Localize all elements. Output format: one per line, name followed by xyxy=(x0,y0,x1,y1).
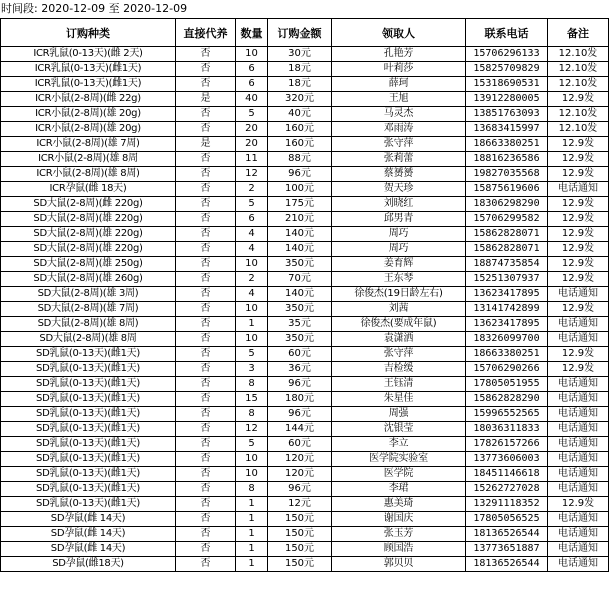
amount-cell: 60元 xyxy=(268,347,332,362)
recipient-cell: 王旭 xyxy=(332,92,466,107)
quantity-cell: 12 xyxy=(236,167,268,182)
recipient-cell: 张莉蕾 xyxy=(332,152,466,167)
direct-care-cell: 否 xyxy=(176,272,236,287)
direct-care-cell: 否 xyxy=(176,122,236,137)
amount-cell: 120元 xyxy=(268,467,332,482)
direct-care-cell: 否 xyxy=(176,512,236,527)
quantity-cell: 10 xyxy=(236,257,268,272)
phone-cell: 13141742899 xyxy=(466,302,548,317)
recipient-cell: 张守萍 xyxy=(332,137,466,152)
phone-cell: 18136526544 xyxy=(466,527,548,542)
column-header-phone: 联系电话 xyxy=(466,19,548,47)
product-cell: SD大鼠(2-8周)(雄 3周) xyxy=(1,287,176,302)
quantity-cell: 10 xyxy=(236,467,268,482)
note-cell: 电话通知 xyxy=(548,512,609,527)
phone-cell: 15706290266 xyxy=(466,362,548,377)
quantity-cell: 8 xyxy=(236,377,268,392)
table-row xyxy=(1,467,609,482)
recipient-cell: 周巧 xyxy=(332,227,466,242)
note-cell: 电话通知 xyxy=(548,287,609,302)
phone-cell: 15862828290 xyxy=(466,392,548,407)
note-cell: 12.10发 xyxy=(548,47,609,62)
product-cell: SD乳鼠(0-13天)(雌1天) xyxy=(1,482,176,497)
quantity-cell: 3 xyxy=(236,362,268,377)
recipient-cell: 邱男青 xyxy=(332,212,466,227)
note-cell: 电话通知 xyxy=(548,332,609,347)
recipient-cell: 孔艳芳 xyxy=(332,47,466,62)
note-cell: 12.9发 xyxy=(548,152,609,167)
quantity-cell: 15 xyxy=(236,392,268,407)
product-cell: ICR乳鼠(0-13天)(雌1天) xyxy=(1,62,176,77)
product-cell: ICR乳鼠(0-13天)(雌 2天) xyxy=(1,47,176,62)
note-cell: 电话通知 xyxy=(548,377,609,392)
amount-cell: 120元 xyxy=(268,452,332,467)
note-cell: 电话通知 xyxy=(548,542,609,557)
direct-care-cell: 否 xyxy=(176,422,236,437)
recipient-cell: 李珺 xyxy=(332,482,466,497)
amount-cell: 160元 xyxy=(268,122,332,137)
table-row xyxy=(1,212,609,227)
product-cell: SD大鼠(2-8周)(雄 220g) xyxy=(1,212,176,227)
amount-cell: 96元 xyxy=(268,482,332,497)
product-cell: SD孕鼠(雌 14天) xyxy=(1,542,176,557)
date-range-header xyxy=(0,0,609,18)
phone-cell: 13291118352 xyxy=(466,497,548,512)
quantity-cell: 5 xyxy=(236,197,268,212)
amount-cell: 144元 xyxy=(268,422,332,437)
direct-care-cell: 否 xyxy=(176,62,236,77)
amount-cell: 140元 xyxy=(268,227,332,242)
quantity-cell: 6 xyxy=(236,62,268,77)
recipient-cell: 刘茜 xyxy=(332,302,466,317)
phone-cell: 18306298290 xyxy=(466,197,548,212)
table-header xyxy=(1,19,609,47)
amount-cell: 150元 xyxy=(268,557,332,572)
period-start-date: 2020-12-09 xyxy=(41,2,106,15)
table-row xyxy=(1,497,609,512)
recipient-cell: 薛珂 xyxy=(332,77,466,92)
note-cell: 电话通知 xyxy=(548,407,609,422)
amount-cell: 150元 xyxy=(268,512,332,527)
product-cell: SD大鼠(2-8周)(雄 260g) xyxy=(1,272,176,287)
quantity-cell: 8 xyxy=(236,482,268,497)
quantity-cell: 5 xyxy=(236,347,268,362)
note-cell: 电话通知 xyxy=(548,392,609,407)
amount-cell: 36元 xyxy=(268,362,332,377)
recipient-cell: 张玉芳 xyxy=(332,527,466,542)
table-row xyxy=(1,527,609,542)
period-label: 时间段: xyxy=(1,2,38,15)
direct-care-cell: 是 xyxy=(176,92,236,107)
direct-care-cell: 否 xyxy=(176,227,236,242)
phone-cell: 17805056525 xyxy=(466,512,548,527)
recipient-cell: 顾国浩 xyxy=(332,542,466,557)
direct-care-cell: 否 xyxy=(176,542,236,557)
note-cell: 电话通知 xyxy=(548,482,609,497)
phone-cell: 13623417895 xyxy=(466,287,548,302)
amount-cell: 350元 xyxy=(268,332,332,347)
table-row xyxy=(1,242,609,257)
amount-cell: 350元 xyxy=(268,257,332,272)
table-row xyxy=(1,47,609,62)
orders-table xyxy=(0,18,609,572)
product-cell: SD孕鼠(雌18天) xyxy=(1,557,176,572)
note-cell: 电话通知 xyxy=(548,182,609,197)
direct-care-cell: 否 xyxy=(176,557,236,572)
amount-cell: 140元 xyxy=(268,287,332,302)
phone-cell: 15862828071 xyxy=(466,242,548,257)
direct-care-cell: 否 xyxy=(176,482,236,497)
note-cell: 电话通知 xyxy=(548,437,609,452)
product-cell: ICR孕鼠(雌 18天) xyxy=(1,182,176,197)
note-cell: 12.9发 xyxy=(548,167,609,182)
quantity-cell: 1 xyxy=(236,557,268,572)
recipient-cell: 周强 xyxy=(332,407,466,422)
amount-cell: 70元 xyxy=(268,272,332,287)
amount-cell: 88元 xyxy=(268,152,332,167)
phone-cell: 18816236586 xyxy=(466,152,548,167)
recipient-cell: 叶莉莎 xyxy=(332,62,466,77)
phone-cell: 13683415997 xyxy=(466,122,548,137)
note-cell: 电话通知 xyxy=(548,467,609,482)
phone-cell: 15825709829 xyxy=(466,62,548,77)
quantity-cell: 1 xyxy=(236,317,268,332)
phone-cell: 15706299582 xyxy=(466,212,548,227)
direct-care-cell: 否 xyxy=(176,452,236,467)
amount-cell: 100元 xyxy=(268,182,332,197)
amount-cell: 12元 xyxy=(268,497,332,512)
phone-cell: 15251307937 xyxy=(466,272,548,287)
phone-cell: 18663380251 xyxy=(466,137,548,152)
column-header-direct-care: 直接代养 xyxy=(176,19,236,47)
note-cell: 12.10发 xyxy=(548,107,609,122)
table-row xyxy=(1,332,609,347)
table-row xyxy=(1,422,609,437)
phone-cell: 18874735854 xyxy=(466,257,548,272)
direct-care-cell: 否 xyxy=(176,332,236,347)
recipient-cell: 袁潇洒 xyxy=(332,332,466,347)
note-cell: 12.9发 xyxy=(548,212,609,227)
quantity-cell: 20 xyxy=(236,122,268,137)
product-cell: SD大鼠(2-8周)(雄 7周) xyxy=(1,302,176,317)
direct-care-cell: 否 xyxy=(176,437,236,452)
table-row xyxy=(1,317,609,332)
product-cell: SD大鼠(2-8周)(雄 8周 xyxy=(1,332,176,347)
quantity-cell: 10 xyxy=(236,47,268,62)
amount-cell: 160元 xyxy=(268,137,332,152)
period-end-date: 2020-12-09 xyxy=(123,2,188,15)
product-cell: ICR小鼠(2-8周)(雄 8周) xyxy=(1,167,176,182)
note-cell: 12.10发 xyxy=(548,77,609,92)
product-cell: SD乳鼠(0-13天)(雌1天) xyxy=(1,362,176,377)
phone-cell: 15318690531 xyxy=(466,77,548,92)
direct-care-cell: 否 xyxy=(176,377,236,392)
table-row xyxy=(1,557,609,572)
amount-cell: 60元 xyxy=(268,437,332,452)
phone-cell: 13912280005 xyxy=(466,92,548,107)
column-header-note: 备注 xyxy=(548,19,609,47)
phone-cell: 17805051955 xyxy=(466,377,548,392)
recipient-cell: 张守萍 xyxy=(332,347,466,362)
direct-care-cell: 否 xyxy=(176,107,236,122)
recipient-cell: 刘晓红 xyxy=(332,197,466,212)
product-cell: ICR小鼠(2-8周)(雄 8周 xyxy=(1,152,176,167)
table-row xyxy=(1,302,609,317)
period-separator: 至 xyxy=(108,2,120,15)
quantity-cell: 2 xyxy=(236,182,268,197)
product-cell: SD乳鼠(0-13天)(雌1天) xyxy=(1,407,176,422)
direct-care-cell: 否 xyxy=(176,77,236,92)
recipient-cell: 惠美琦 xyxy=(332,497,466,512)
product-cell: SD乳鼠(0-13天)(雌1天) xyxy=(1,452,176,467)
quantity-cell: 1 xyxy=(236,497,268,512)
direct-care-cell: 否 xyxy=(176,467,236,482)
product-cell: SD大鼠(2-8周)(雄 250g) xyxy=(1,257,176,272)
amount-cell: 96元 xyxy=(268,167,332,182)
table-row xyxy=(1,182,609,197)
phone-cell: 13773651887 xyxy=(466,542,548,557)
direct-care-cell: 否 xyxy=(176,407,236,422)
direct-care-cell: 否 xyxy=(176,197,236,212)
table-row xyxy=(1,122,609,137)
quantity-cell: 6 xyxy=(236,77,268,92)
quantity-cell: 1 xyxy=(236,527,268,542)
phone-cell: 18036311833 xyxy=(466,422,548,437)
table-row xyxy=(1,62,609,77)
amount-cell: 35元 xyxy=(268,317,332,332)
table-row xyxy=(1,362,609,377)
recipient-cell: 王东琴 xyxy=(332,272,466,287)
phone-cell: 19827035568 xyxy=(466,167,548,182)
table-row xyxy=(1,167,609,182)
phone-cell: 15862828071 xyxy=(466,227,548,242)
phone-cell: 18451146618 xyxy=(466,467,548,482)
product-cell: SD大鼠(2-8周)(雄 220g) xyxy=(1,242,176,257)
recipient-cell: 谢国庆 xyxy=(332,512,466,527)
note-cell: 12.10发 xyxy=(548,62,609,77)
quantity-cell: 20 xyxy=(236,137,268,152)
product-cell: SD乳鼠(0-13天)(雌1天) xyxy=(1,377,176,392)
column-header-recipient: 领取人 xyxy=(332,19,466,47)
column-header-amount: 订购金额 xyxy=(268,19,332,47)
table-row xyxy=(1,287,609,302)
table-row xyxy=(1,77,609,92)
table-row xyxy=(1,347,609,362)
quantity-cell: 4 xyxy=(236,227,268,242)
product-cell: ICR小鼠(2-8周)(雌 22g) xyxy=(1,92,176,107)
recipient-cell: 郭贝贝 xyxy=(332,557,466,572)
table-row xyxy=(1,227,609,242)
amount-cell: 320元 xyxy=(268,92,332,107)
note-cell: 电话通知 xyxy=(548,557,609,572)
table-row xyxy=(1,197,609,212)
table-row xyxy=(1,392,609,407)
note-cell: 12.9发 xyxy=(548,197,609,212)
quantity-cell: 5 xyxy=(236,437,268,452)
header-row xyxy=(1,19,609,47)
product-cell: SD乳鼠(0-13天)(雌1天) xyxy=(1,467,176,482)
quantity-cell: 4 xyxy=(236,287,268,302)
quantity-cell: 6 xyxy=(236,212,268,227)
quantity-cell: 10 xyxy=(236,302,268,317)
column-header-product: 订购种类 xyxy=(1,19,176,47)
phone-cell: 13623417895 xyxy=(466,317,548,332)
product-cell: ICR小鼠(2-8周)(雄 20g) xyxy=(1,107,176,122)
product-cell: SD乳鼠(0-13天)(雌1天) xyxy=(1,437,176,452)
phone-cell: 17826157266 xyxy=(466,437,548,452)
note-cell: 电话通知 xyxy=(548,527,609,542)
recipient-cell: 徐俊杰(要成年鼠) xyxy=(332,317,466,332)
table-row xyxy=(1,92,609,107)
note-cell: 12.9发 xyxy=(548,272,609,287)
recipient-cell: 蔡赟赟 xyxy=(332,167,466,182)
direct-care-cell: 是 xyxy=(176,137,236,152)
amount-cell: 210元 xyxy=(268,212,332,227)
quantity-cell: 10 xyxy=(236,332,268,347)
amount-cell: 175元 xyxy=(268,197,332,212)
note-cell: 12.9发 xyxy=(548,302,609,317)
direct-care-cell: 否 xyxy=(176,242,236,257)
recipient-cell: 徐俊杰(19日龄左右) xyxy=(332,287,466,302)
quantity-cell: 40 xyxy=(236,92,268,107)
quantity-cell: 1 xyxy=(236,512,268,527)
direct-care-cell: 否 xyxy=(176,167,236,182)
amount-cell: 18元 xyxy=(268,62,332,77)
product-cell: SD大鼠(2-8周)(雄 220g) xyxy=(1,227,176,242)
quantity-cell: 1 xyxy=(236,542,268,557)
note-cell: 12.9发 xyxy=(548,137,609,152)
table-row xyxy=(1,542,609,557)
note-cell: 12.9发 xyxy=(548,497,609,512)
phone-cell: 15706296133 xyxy=(466,47,548,62)
direct-care-cell: 否 xyxy=(176,257,236,272)
phone-cell: 18663380251 xyxy=(466,347,548,362)
direct-care-cell: 否 xyxy=(176,497,236,512)
quantity-cell: 10 xyxy=(236,452,268,467)
recipient-cell: 沈银莹 xyxy=(332,422,466,437)
column-header-quantity: 数量 xyxy=(236,19,268,47)
recipient-cell: 朱星佳 xyxy=(332,392,466,407)
phone-cell: 18136526544 xyxy=(466,557,548,572)
note-cell: 12.10发 xyxy=(548,122,609,137)
amount-cell: 150元 xyxy=(268,527,332,542)
direct-care-cell: 否 xyxy=(176,152,236,167)
table-row xyxy=(1,407,609,422)
quantity-cell: 8 xyxy=(236,407,268,422)
phone-cell: 15996552565 xyxy=(466,407,548,422)
recipient-cell: 吉检缓 xyxy=(332,362,466,377)
direct-care-cell: 否 xyxy=(176,287,236,302)
table-row xyxy=(1,452,609,467)
direct-care-cell: 否 xyxy=(176,212,236,227)
amount-cell: 140元 xyxy=(268,242,332,257)
note-cell: 12.9发 xyxy=(548,92,609,107)
note-cell: 12.9发 xyxy=(548,347,609,362)
direct-care-cell: 否 xyxy=(176,302,236,317)
phone-cell: 13773606003 xyxy=(466,452,548,467)
note-cell: 12.9发 xyxy=(548,227,609,242)
recipient-cell: 王钰清 xyxy=(332,377,466,392)
product-cell: ICR小鼠(2-8周)(雄 7周) xyxy=(1,137,176,152)
note-cell: 12.9发 xyxy=(548,362,609,377)
product-cell: SD乳鼠(0-13天)(雌1天) xyxy=(1,347,176,362)
note-cell: 12.9发 xyxy=(548,257,609,272)
recipient-cell: 李立 xyxy=(332,437,466,452)
table-row xyxy=(1,377,609,392)
table-row xyxy=(1,137,609,152)
quantity-cell: 11 xyxy=(236,152,268,167)
table-row xyxy=(1,272,609,287)
table-row xyxy=(1,107,609,122)
product-cell: SD孕鼠(雌 14天) xyxy=(1,512,176,527)
recipient-cell: 医学院 xyxy=(332,467,466,482)
amount-cell: 180元 xyxy=(268,392,332,407)
product-cell: SD大鼠(2-8周)(雌 220g) xyxy=(1,197,176,212)
amount-cell: 18元 xyxy=(268,77,332,92)
amount-cell: 96元 xyxy=(268,377,332,392)
note-cell: 电话通知 xyxy=(548,317,609,332)
product-cell: SD乳鼠(0-13天)(雌1天) xyxy=(1,497,176,512)
note-cell: 12.9发 xyxy=(548,242,609,257)
table-row xyxy=(1,152,609,167)
quantity-cell: 12 xyxy=(236,422,268,437)
direct-care-cell: 否 xyxy=(176,182,236,197)
amount-cell: 30元 xyxy=(268,47,332,62)
table-body xyxy=(1,47,609,572)
direct-care-cell: 否 xyxy=(176,362,236,377)
phone-cell: 15875619606 xyxy=(466,182,548,197)
table-row xyxy=(1,257,609,272)
direct-care-cell: 否 xyxy=(176,527,236,542)
recipient-cell: 马灵杰 xyxy=(332,107,466,122)
phone-cell: 13851763093 xyxy=(466,107,548,122)
note-cell: 电话通知 xyxy=(548,452,609,467)
product-cell: SD孕鼠(雌 14天) xyxy=(1,527,176,542)
recipient-cell: 姜育辉 xyxy=(332,257,466,272)
table-row xyxy=(1,437,609,452)
table-row xyxy=(1,482,609,497)
product-cell: SD乳鼠(0-13天)(雌1天) xyxy=(1,392,176,407)
product-cell: ICR小鼠(2-8周)(雄 20g) xyxy=(1,122,176,137)
recipient-cell: 医学院实验室 xyxy=(332,452,466,467)
direct-care-cell: 否 xyxy=(176,392,236,407)
direct-care-cell: 否 xyxy=(176,47,236,62)
direct-care-cell: 否 xyxy=(176,347,236,362)
recipient-cell: 邓雨涛 xyxy=(332,122,466,137)
amount-cell: 96元 xyxy=(268,407,332,422)
recipient-cell: 周巧 xyxy=(332,242,466,257)
amount-cell: 150元 xyxy=(268,542,332,557)
quantity-cell: 5 xyxy=(236,107,268,122)
quantity-cell: 2 xyxy=(236,272,268,287)
product-cell: ICR乳鼠(0-13天)(雌1天) xyxy=(1,77,176,92)
direct-care-cell: 否 xyxy=(176,317,236,332)
amount-cell: 350元 xyxy=(268,302,332,317)
phone-cell: 15262727028 xyxy=(466,482,548,497)
product-cell: SD乳鼠(0-13天)(雌1天) xyxy=(1,422,176,437)
phone-cell: 18326099700 xyxy=(466,332,548,347)
table-row xyxy=(1,512,609,527)
amount-cell: 40元 xyxy=(268,107,332,122)
product-cell: SD大鼠(2-8周)(雄 8周) xyxy=(1,317,176,332)
quantity-cell: 4 xyxy=(236,242,268,257)
note-cell: 电话通知 xyxy=(548,422,609,437)
recipient-cell: 贺天珍 xyxy=(332,182,466,197)
